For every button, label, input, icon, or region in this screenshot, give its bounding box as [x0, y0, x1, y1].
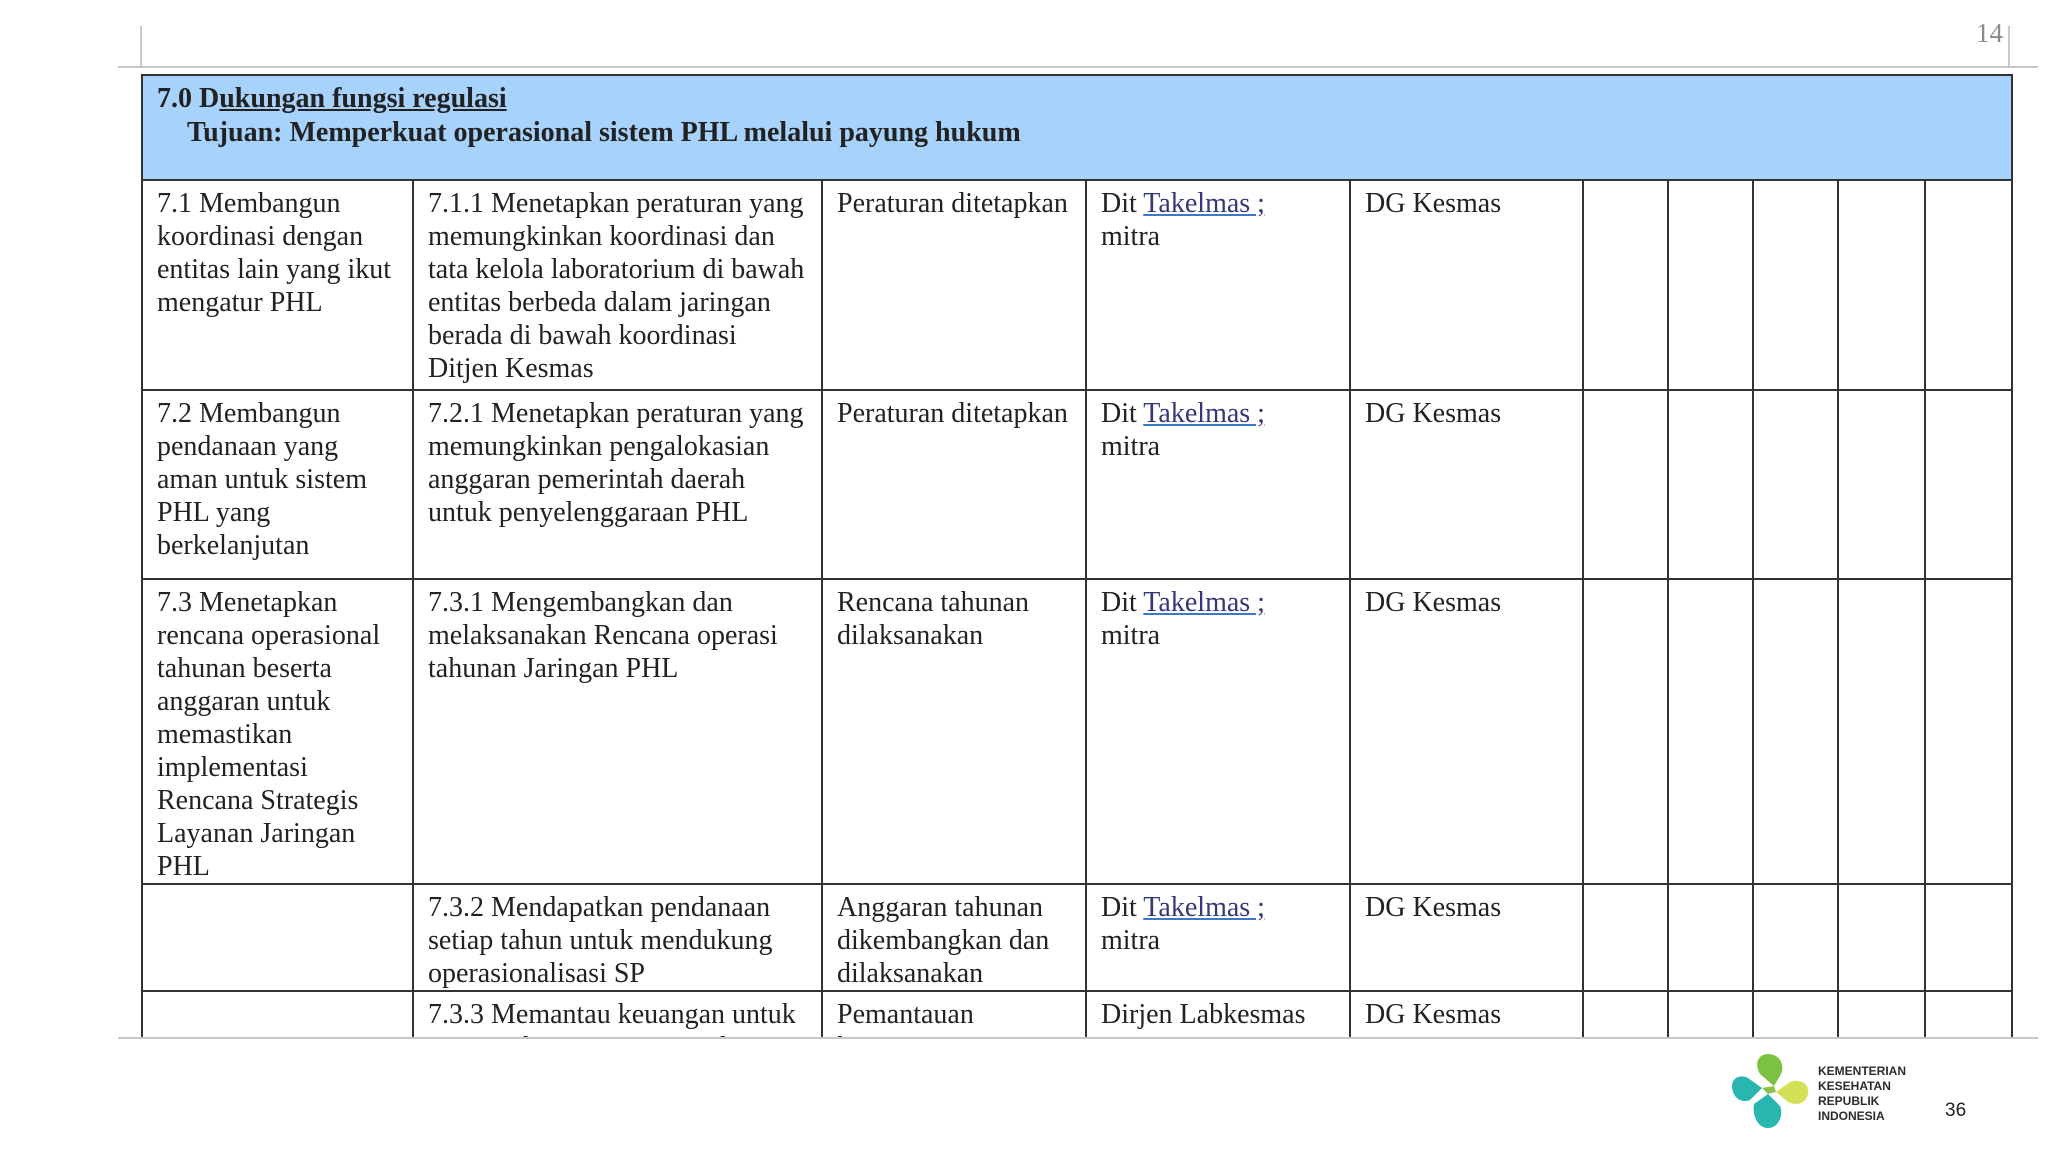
timeline-cell — [1753, 884, 1838, 991]
timeline-cell — [1753, 579, 1838, 884]
crop-mark-bottom — [118, 1037, 2038, 1039]
regulation-table — [141, 74, 2013, 1092]
objective-cell: 7.2 Membangun pendanaan yang aman untuk sistem PHL yang berkelanjutan — [142, 390, 413, 579]
activity-cell: 7.1.1 Menetapkan peraturan yang memungkinkan koordinasi dan tata kelola laboratorium di bawah entitas berbeda dalam jaringan berada di bawah koordinasi Ditjen Kesmas — [413, 180, 822, 390]
activity-cell: 7.2.1 Menetapkan peraturan yang memungkinkan pengalokasian anggaran pemerintah daerah untuk penyelenggaraan PHL — [413, 390, 822, 579]
coordinator-cell: DG Kesmas — [1350, 991, 1583, 1091]
timeline-cell — [1583, 180, 1668, 390]
timeline-cell — [1583, 884, 1668, 991]
output-cell: Pemantauan — [822, 991, 1086, 1091]
responsible-cell: Dit Takelmas ; mitra — [1086, 180, 1350, 390]
section-title: 7.0 Dukungan fungsi regulasi — [157, 83, 507, 114]
table-row — [142, 579, 2012, 884]
table-row — [142, 180, 2012, 390]
takelmas-link[interactable]: Takelmas ; — [1143, 398, 1265, 429]
responsible-cell: Dit Takelmas ; mitra — [1086, 579, 1350, 884]
timeline-cell — [1838, 884, 1925, 991]
timeline-cell — [1583, 579, 1668, 884]
section-header-row — [142, 75, 2012, 180]
crop-mark-top — [118, 66, 2038, 68]
timeline-cell — [1668, 884, 1753, 991]
timeline-cell — [1753, 390, 1838, 579]
timeline-cell — [1668, 180, 1753, 390]
timeline-cell — [1925, 579, 2012, 884]
coordinator-cell: DG Kesmas — [1350, 579, 1583, 884]
ministry-name: KEMENTERIAN KESEHATAN REPUBLIK INDONESIA — [1818, 1064, 1907, 1123]
timeline-cell — [1838, 180, 1925, 390]
takelmas-link[interactable]: Takelmas ; — [1143, 587, 1265, 618]
section-goal: Tujuan: Memperkuat operasional sistem PHL melalui payung hukum — [187, 117, 1021, 148]
coordinator-cell: DG Kesmas — [1350, 180, 1583, 390]
activity-cell: 7.3.2 Mendapatkan pendanaan setiap tahun untuk mendukung operasionalisasi SP — [413, 884, 822, 991]
output-cell: Anggaran tahunan dikembangkan dan dilaksanakan — [822, 884, 1086, 991]
table-row — [142, 884, 2012, 991]
activity-cell: 7.3.1 Mengembangkan dan melaksanakan Rencana operasi tahunan Jaringan PHL — [413, 579, 822, 884]
crop-mark-right — [2008, 26, 2010, 66]
timeline-cell — [1668, 579, 1753, 884]
objective-cell — [142, 884, 413, 991]
timeline-cell — [1838, 390, 1925, 579]
crop-mark-left — [140, 26, 142, 66]
output-cell: Peraturan ditetapkan — [822, 390, 1086, 579]
output-cell: Peraturan ditetapkan — [822, 180, 1086, 390]
coordinator-cell: DG Kesmas — [1350, 884, 1583, 991]
slide-number: 36 — [1945, 1100, 1967, 1121]
coordinator-cell: DG Kesmas — [1350, 390, 1583, 579]
activity-cell: 7.3.3 Memantau keuangan untuk — [413, 991, 822, 1091]
timeline-cell — [1838, 579, 1925, 884]
section-header — [142, 75, 2012, 180]
objective-cell: 7.3 Menetapkan rencana operasional tahunan beserta anggaran untuk memastikan implementasi Rencana Strategis Layanan Jaringan PHL — [142, 579, 413, 884]
timeline-cell — [1925, 884, 2012, 991]
timeline-cell — [1583, 390, 1668, 579]
page-number: 14 — [1976, 18, 2003, 48]
output-cell: Rencana tahunan dilaksanakan — [822, 579, 1086, 884]
objective-cell: 7.1 Membangun koordinasi dengan entitas lain yang ikut mengatur PHL — [142, 180, 413, 390]
timeline-cell — [1668, 390, 1753, 579]
responsible-cell: Dit Takelmas ; mitra — [1086, 390, 1350, 579]
responsible-cell: Dirjen Labkesmas — [1086, 991, 1350, 1091]
timeline-cell — [1753, 180, 1838, 390]
table-row — [142, 390, 2012, 579]
takelmas-link[interactable]: Takelmas ; — [1143, 892, 1265, 923]
responsible-cell: Dit Takelmas ; mitra — [1086, 884, 1350, 991]
timeline-cell — [1925, 390, 2012, 579]
kemenkes-logo-icon — [1724, 1048, 1814, 1134]
timeline-cell — [1925, 180, 2012, 390]
takelmas-link[interactable]: Takelmas ; — [1143, 188, 1265, 219]
